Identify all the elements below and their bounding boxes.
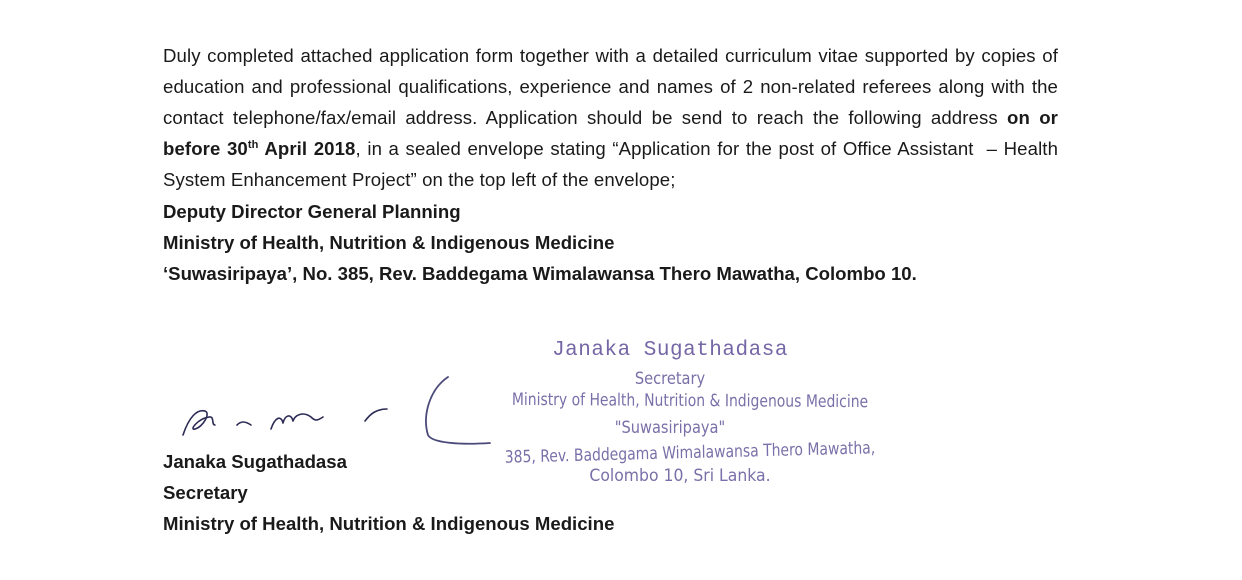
stamp-city: Colombo 10, Sri Lanka. <box>589 466 771 486</box>
stamp-name: Janaka Sugathadasa <box>552 339 788 362</box>
stamp-building: "Suwasiripaya" <box>614 418 726 438</box>
official-stamp <box>420 335 920 505</box>
instructions-outro: , in a sealed envelope stating “Application for the post of Office Assistant – Health System Enhancement Project” on the top left of the envelope; <box>163 138 1059 190</box>
deadline-prefix: on or before 30 <box>163 107 1058 159</box>
signatory-ministry: Ministry of Health, Nutrition & Indigenous Medicine <box>163 513 615 534</box>
application-instructions <box>163 40 1058 195</box>
stamp-street: 385, Rev. Baddegama Wimalawansa Thero Mawatha, <box>504 438 876 468</box>
address-ministry: Ministry of Health, Nutrition & Indigenous Medicine <box>163 232 615 253</box>
handwritten-signature <box>175 395 395 445</box>
address-recipient: Deputy Director General Planning <box>163 201 461 222</box>
deadline-ordinal: th <box>247 139 259 151</box>
signatory-title: Secretary <box>163 482 248 503</box>
stamp-title: Secretary <box>634 369 706 389</box>
signatory-name: Janaka Sugathadasa <box>163 451 347 472</box>
deadline-suffix: April 2018 <box>258 138 356 159</box>
address-street: ‘Suwasiripaya’, No. 385, Rev. Baddegama Wimalawansa Thero Mawatha, Colombo 10. <box>163 263 917 284</box>
instructions-intro: Duly completed attached application form together with a detailed curriculum vitae supported by copies of education and professional qualifications, experience and names of 2 non-related referees along with the contact telephone/fax/email address. Application should be send to reach the following address <box>163 45 1058 128</box>
stamp-bracket-icon <box>420 375 500 445</box>
stamp-ministry: Ministry of Health, Nutrition & Indigenous Medicine <box>511 389 869 413</box>
